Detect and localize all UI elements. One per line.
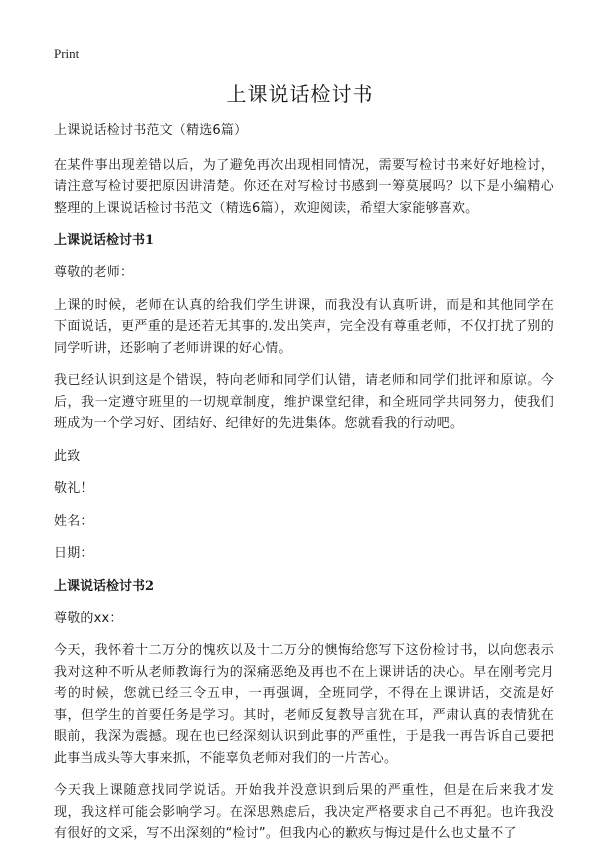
name-label: 姓名： xyxy=(54,513,94,529)
section-2 xyxy=(54,576,554,845)
body-paragraph: 今天我上课随意找同学说话。开始我并没意识到后果的严重性，但是在后来我才发现，我这样可能会影响学习。在深思熟虑后，我决定严格要求自己不再犯。也许我没有很好的文采，写不出深刻的“检讨”。但我内心的歉疚与悔过是什么也丈量不了 xyxy=(54,783,554,841)
date-label: 日期： xyxy=(54,546,94,561)
body-paragraph: 上课的时候，老师在认真的给我们学生讲课，而我没有认真听讲，而是和其他同学在下面说话，更严重的是还若无其事的.发出笑声，完全没有尊重老师，不仅打扰了别的同学听讲，还影响了老师讲课的好心情。 xyxy=(54,297,554,356)
regards: 敬礼！ xyxy=(54,481,94,496)
section-1 xyxy=(54,230,554,565)
body-paragraph: 今天，我怀着十二万分的愧疚以及十二万分的懊悔给您写下这份检讨书，以向您表示我对这种不听从老师教诲行为的深痛恶绝及再也不在上课讲话的决心。早在刚考完月考的时候，您就已经三令五申，一再强调，全班同学，不得在上课讲话，交流是好事，但学生的首要任务是学习。其时，老师反复教导言犹在耳，严肃认真的表情犹在眼前，我深为震撼。现在也已经深刻认识到此事的严重性，于是我一再告诉自己要把此事当成头等大事来抓，不能辜负老师对我们的一片苦心。 xyxy=(54,643,554,766)
document-title: 上课说话检讨书 xyxy=(226,82,374,106)
salutation: 尊敬的xx： xyxy=(54,610,123,626)
print-label: Print xyxy=(54,46,80,61)
section-heading: 上课说话检讨书2 xyxy=(54,578,155,594)
salutation: 尊敬的老师： xyxy=(54,265,134,280)
document-subtitle: 上课说话检讨书范文（精选6篇） xyxy=(54,123,248,138)
section-heading: 上课说话检讨书1 xyxy=(54,233,155,248)
body-paragraph: 我已经认识到这是个错误，特向老师和同学们认错，请老师和同学们批评和原谅。今后，我一定遵守班里的一切规章制度，维护课堂纪律，和全班同学共同努力，使我们班成为一个学习好、团结好、纪律好的先进集体。您就看我的行动吧。 xyxy=(54,373,554,431)
document-body xyxy=(54,120,554,856)
closing: 此致 xyxy=(54,448,81,464)
intro-paragraph: 在某件事出现差错以后，为了避免再次出现相同情况，需要写检讨书来好好地检讨，请注意写检讨要把原因讲清楚。你还在对写检讨书感到一筹莫展吗？以下是小编精心整理的上课说话检讨书范文（精选6篇），欢迎阅读，希望大家能够喜欢。 xyxy=(54,157,554,216)
